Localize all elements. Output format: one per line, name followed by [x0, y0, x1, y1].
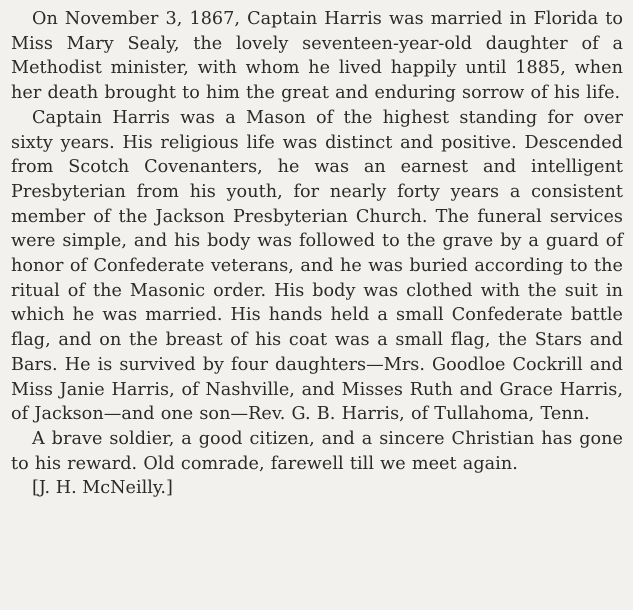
article-paragraph-life-and-funeral: Captain Harris was a Mason of the highest standing for over sixty years. His religious life was distinct and positive. Descended from Scotch Covenanters, he was an earnest and intelligent Presbyterian from his youth, for nearly forty years a consistent member of the Jackson Presbyterian Church. The funeral services were simple, and his body was followed to the grave by a guard of honor of Confederate veterans, and he was buried according to the ritual of the Masonic order. His body was clothed with the suit in which he was married. His hands held a small Confederate battle flag, and on the breast of his coat was a small flag, the Stars and Bars. He is survived by four daughters—Mrs. Goodloe Cockrill and Miss Janie Harris, of Nashville, and Misses Ruth and Grace Harris, of Jackson—and one son—Rev. G. B. Harris, of Tullahoma, Tenn.	[11, 107, 623, 425]
article-paragraph-farewell: A brave soldier, a good citizen, and a sincere Christian has gone to his reward. Old comrade, farewell till we meet again.	[11, 428, 623, 474]
article-paragraph-marriage: On November 3, 1867, Captain Harris was married in Florida to Miss Mary Sealy, the lovely seventeen-year-old daughter of a Methodist minister, with whom he lived happily until 1885, when her death brought to him the great and enduring sorrow of his life.	[11, 9, 623, 104]
author-signature: [J. H. McNeilly.]	[32, 478, 173, 499]
